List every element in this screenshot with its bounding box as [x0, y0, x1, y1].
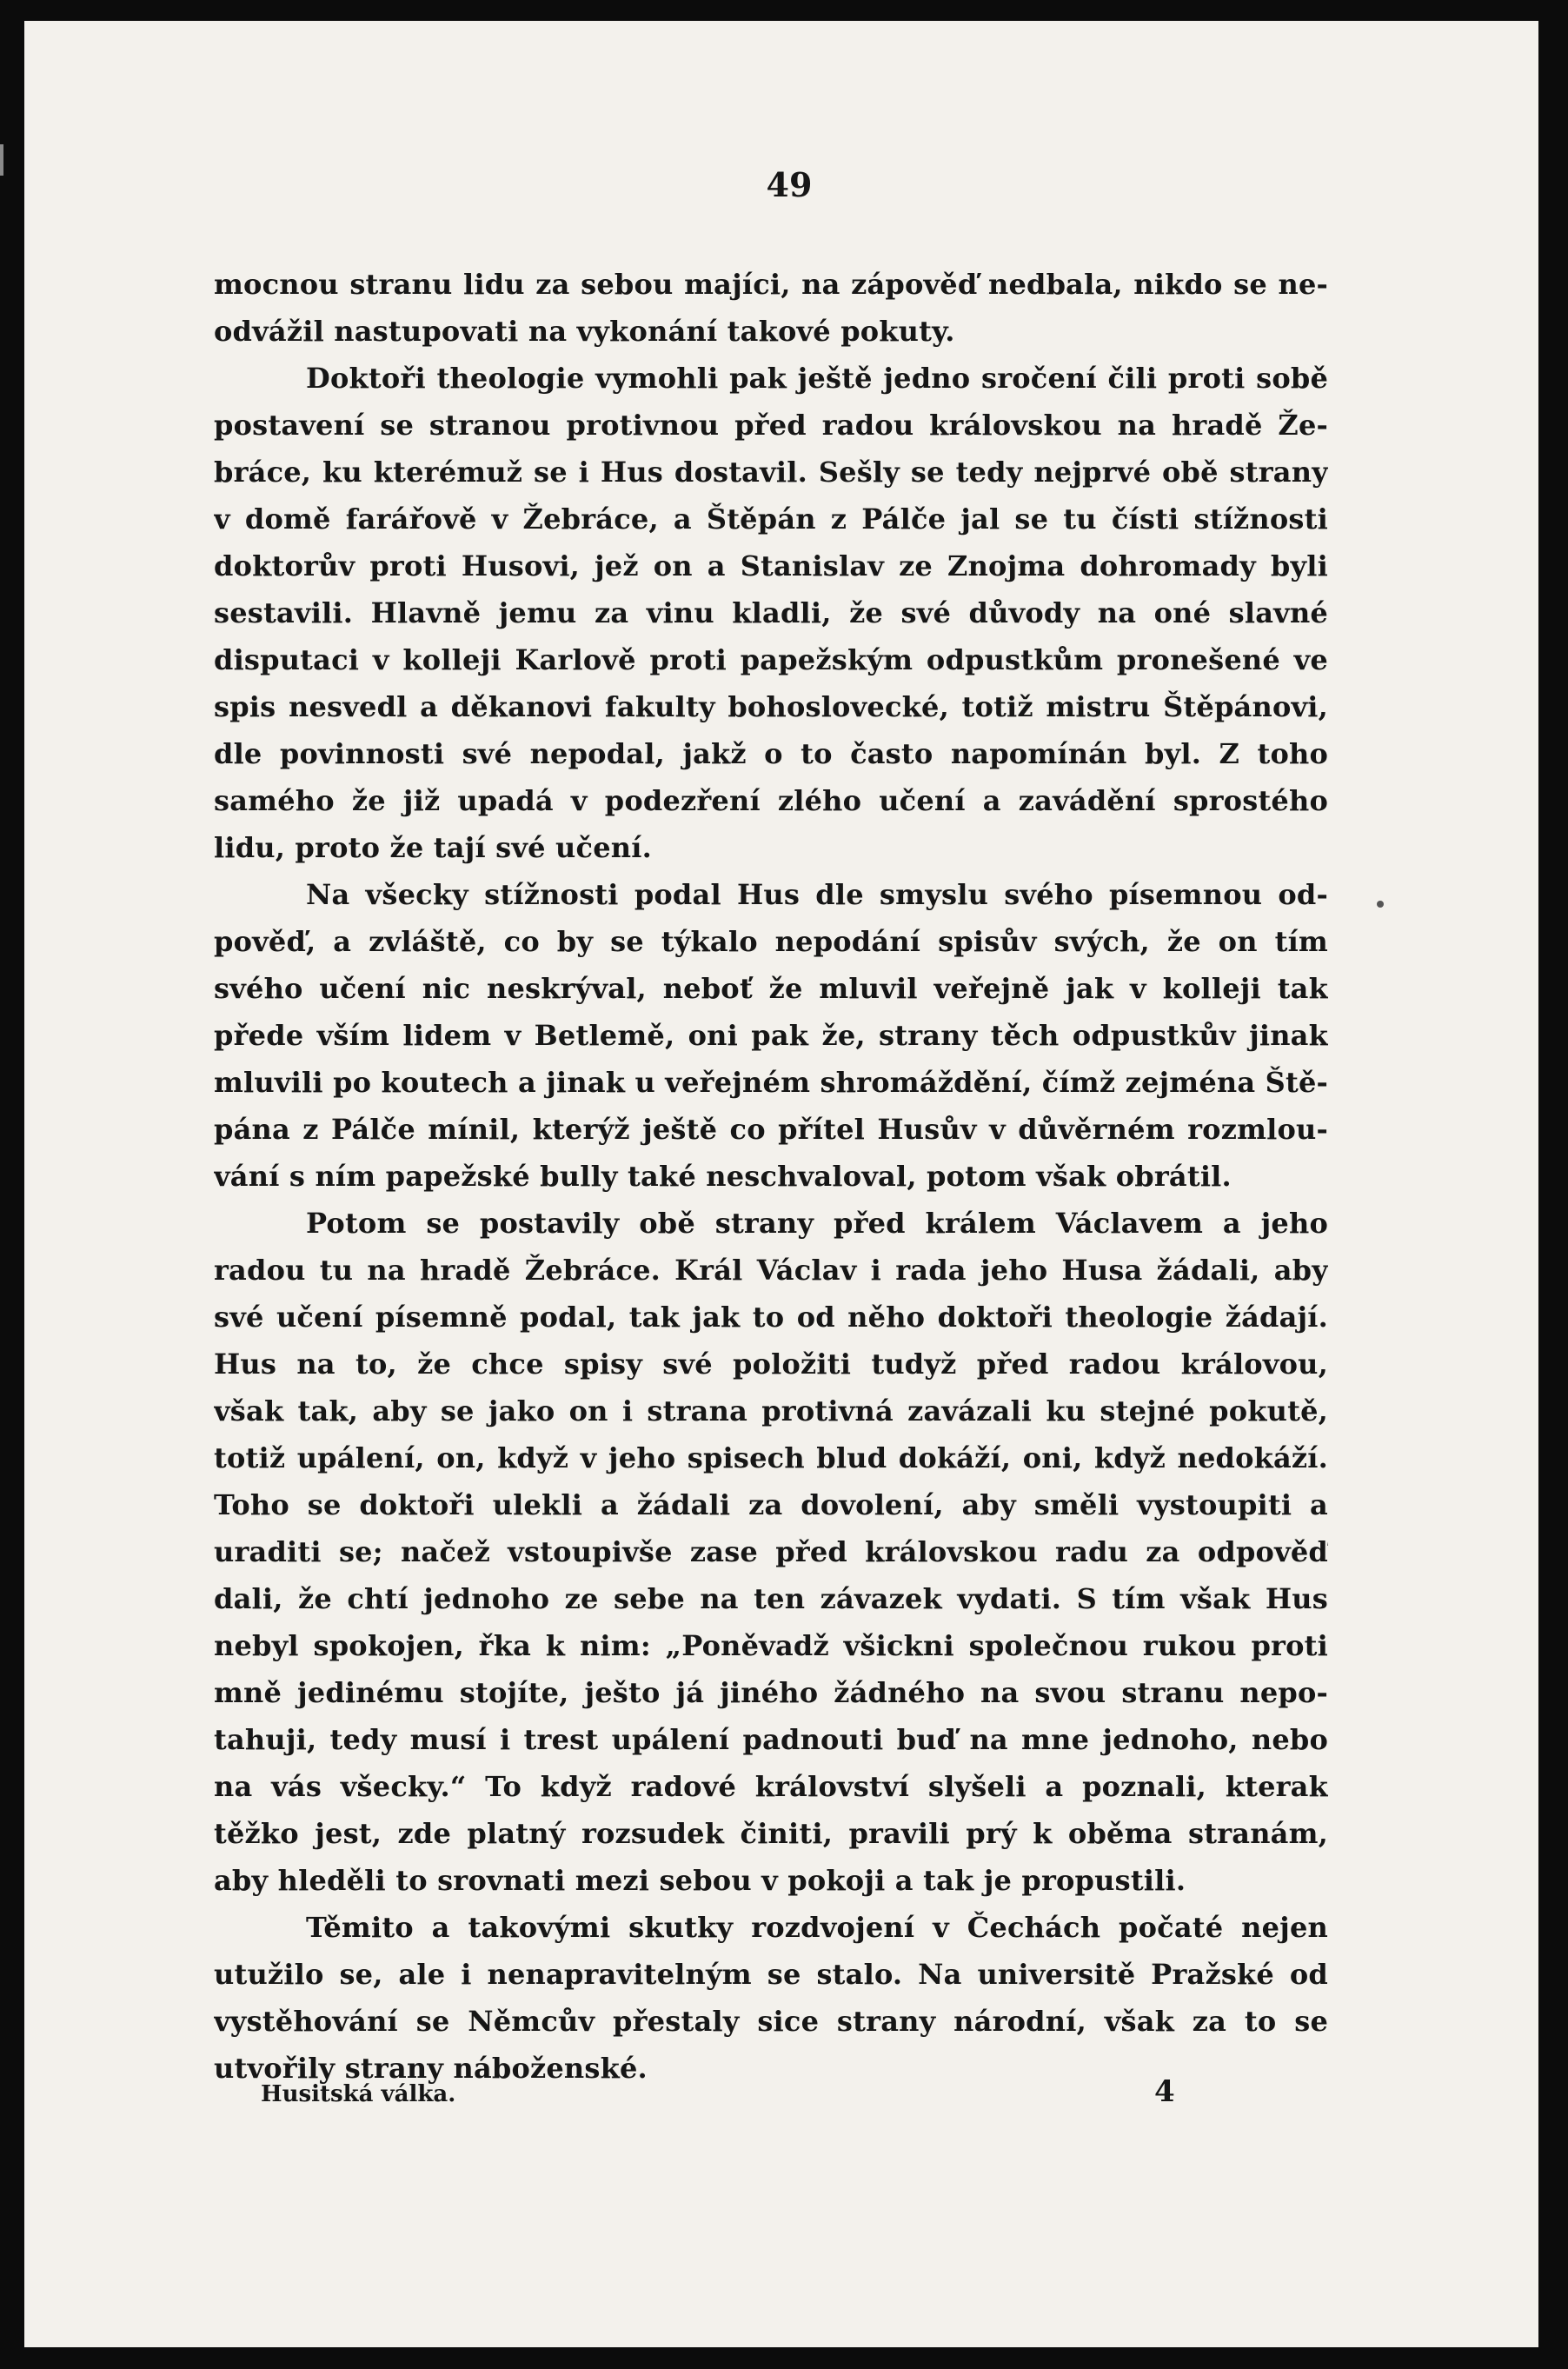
body-text	[214, 261, 1328, 2092]
text-line: těžko jest, zde platný rozsudek činiti, pravili prý k oběma stranám,	[214, 1817, 1328, 1850]
text-line: Potom se postavily obě strany před králem Václavem a jeho	[306, 1207, 1328, 1240]
text-line: v domě farářově v Žebráce, a Štěpán z Pálče jal se tu čísti stížnosti	[214, 502, 1328, 536]
book-page	[24, 21, 1538, 2347]
text-line: Na všecky stížnosti podal Hus dle smyslu svého písemnou od-	[306, 878, 1328, 911]
text-line: uraditi se; načež vstoupivše zase před královskou radu za odpověď	[214, 1535, 1328, 1568]
text-line: dle povinnosti své nepodal, jakž o to často napomínán byl. Z toho	[214, 737, 1328, 770]
text-line: Doktoři theologie vymohli pak ještě jedno sročení čili proti sobě	[306, 362, 1328, 395]
text-line: aby hleděli to srovnati mezi sebou v pokoji a tak je propustili.	[214, 1864, 1186, 1897]
text-line: přede vším lidem v Betlemě, oni pak že, strany těch odpustkův jinak	[214, 1019, 1328, 1052]
text-line: Toho se doktoři ulekli a žádali za dovolení, aby směli vystoupiti a	[214, 1488, 1328, 1521]
scan-edge-mark	[0, 144, 3, 176]
text-line: Těmito a takovými skutky rozdvojení v Čechách počaté nejen	[306, 1911, 1328, 1944]
text-line: bráce, ku kterémuž se i Hus dostavil. Sešly se tedy nejprvé obě strany	[214, 456, 1328, 489]
paragraph	[214, 1904, 1328, 2092]
page-number: 49	[766, 165, 813, 204]
text-line: tahuji, tedy musí i trest upálení padnouti buď na mne jednoho, nebo	[214, 1723, 1328, 1756]
text-line: pána z Pálče mínil, kterýž ještě co přítel Husův v důvěrném rozmlou-	[214, 1113, 1328, 1146]
text-line: vystěhování se Němcův přestaly sice strany národní, však za to se	[214, 2005, 1328, 2038]
signature-mark: 4	[1154, 2074, 1175, 2109]
text-line: však tak, aby se jako on i strana protivná zavázali ku stejné pokutě,	[214, 1394, 1328, 1427]
paragraph	[214, 355, 1328, 871]
text-line: Hus na to, že chce spisy své položiti tudyž před radou královou,	[214, 1348, 1328, 1381]
text-line: mluvili po koutech a jinak u veřejném shromáždění, čímž zejména Ště-	[214, 1066, 1328, 1099]
margin-speck	[1377, 901, 1384, 908]
text-line: radou tu na hradě Žebráce. Král Václav i rada jeho Husa žádali, aby	[214, 1254, 1328, 1287]
text-line: utvořily strany náboženské.	[214, 2052, 648, 2085]
text-line: postavení se stranou protivnou před radou královskou na hradě Že-	[214, 409, 1328, 442]
paragraph	[214, 1200, 1328, 1904]
text-line: dali, že chtí jednoho ze sebe na ten závazek vydati. S tím však Hus	[214, 1582, 1328, 1615]
text-line: mocnou stranu lidu za sebou majíci, na zápověď nedbala, nikdo se ne-	[214, 268, 1328, 301]
text-line: pověď, a zvláště, co by se týkalo nepodání spisův svých, že on tím	[214, 925, 1328, 958]
text-line: samého že již upadá v podezření zlého učení a zavádění sprostého	[214, 784, 1328, 817]
text-line: disputaci v kolleji Karlově proti papežským odpustkům pronešené ve	[214, 643, 1328, 676]
text-line: mně jedinému stojíte, ješto já jiného žádného na svou stranu nepo-	[214, 1676, 1328, 1709]
paragraph	[214, 261, 1328, 355]
text-line: totiž upálení, on, když v jeho spisech blud dokáží, oni, když nedokáží.	[214, 1441, 1328, 1474]
text-line: na vás všecky.“ To když radové království slyšeli a poznali, kterak	[214, 1770, 1328, 1803]
footer-book-title: Husitská válka.	[261, 2081, 456, 2107]
text-line: vání s ním papežské bully také neschvaloval, potom však obrátil.	[214, 1160, 1232, 1193]
text-line: doktorův proti Husovi, jež on a Stanislav ze Znojma dohromady byli	[214, 549, 1328, 582]
text-line: nebyl spokojen, řka k nim: „Poněvadž všickni společnou rukou proti	[214, 1629, 1328, 1662]
text-line: odvážil nastupovati na vykonání takové pokuty.	[214, 315, 955, 348]
text-line: spis nesvedl a děkanovi fakulty bohoslovecké, totiž mistru Štěpánovi,	[214, 690, 1328, 723]
text-line: své učení písemně podal, tak jak to od něho doktoři theologie žádají.	[214, 1301, 1328, 1334]
text-line: svého učení nic neskrýval, neboť že mluvil veřejně jak v kolleji tak	[214, 972, 1328, 1005]
paragraph	[214, 871, 1328, 1200]
text-line: sestavili. Hlavně jemu za vinu kladli, že své důvody na oné slavné	[214, 596, 1328, 629]
text-line: lidu, proto že tají své učení.	[214, 831, 652, 864]
text-line: utužilo se, ale i nenapravitelným se stalo. Na universitě Pražské od	[214, 1958, 1328, 1991]
